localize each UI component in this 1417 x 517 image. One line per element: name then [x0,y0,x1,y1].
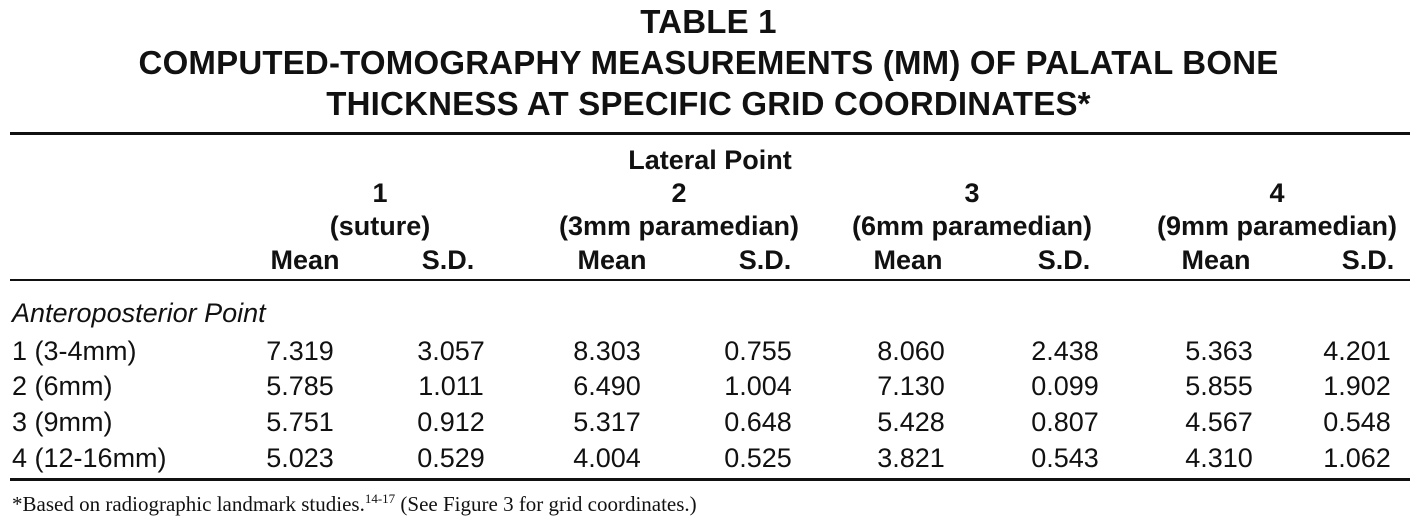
group-4-mean-header: Mean [1181,245,1251,275]
group-2-mean-header: Mean [577,245,647,275]
table-cell: 2.438 [1031,336,1099,366]
table-cell: 0.099 [1031,371,1099,401]
bottom-rule [10,478,1410,481]
group-3-sd-header: S.D. [1037,245,1091,275]
table-cell: 5.317 [573,407,641,437]
header-rule [10,279,1410,281]
table-cell: 7.319 [266,336,334,366]
table-cell: 0.807 [1031,407,1099,437]
footnote-tail: (See Figure 3 for grid coordinates.) [395,492,697,516]
table-cell: 4.201 [1323,336,1391,366]
row-label: 2 (6mm) [12,371,113,401]
table-caption-line-2: THICKNESS AT SPECIFIC GRID COORDINATES* [326,85,1091,122]
table-cell: 3.057 [417,336,485,366]
top-rule [10,132,1410,135]
group-1-label: (suture) [329,211,431,241]
group-2-sd-header: S.D. [738,245,792,275]
footnote-text: *Based on radiographic landmark studies. [12,492,365,516]
table-cell: 3.821 [877,443,945,473]
group-3-mean-header: Mean [873,245,943,275]
group-4-number: 4 [1269,178,1285,208]
table-cell: 8.303 [573,336,641,366]
lateral-point-header: Lateral Point [628,145,792,175]
group-2-number: 2 [671,178,687,208]
row-label: 1 (3-4mm) [12,336,137,366]
table-cell: 0.755 [724,336,792,366]
table-cell: 5.363 [1185,336,1253,366]
table-cell: 0.543 [1031,443,1099,473]
table-cell: 5.428 [877,407,945,437]
table-cell: 0.525 [724,443,792,473]
table-cell: 5.023 [266,443,334,473]
table-cell: 4.004 [573,443,641,473]
group-4-sd-header: S.D. [1341,245,1395,275]
table-cell: 6.490 [573,371,641,401]
table-footnote [12,486,697,517]
group-3-number: 3 [964,178,980,208]
table-cell: 5.785 [266,371,334,401]
table-cell: 4.310 [1185,443,1253,473]
table-cell: 0.529 [417,443,485,473]
table-cell: 4.567 [1185,407,1253,437]
row-label: 4 (12-16mm) [12,443,167,473]
table-title: TABLE 1 [640,3,777,40]
table-cell: 1.004 [724,371,792,401]
group-1-number: 1 [372,178,388,208]
group-1-mean-header: Mean [270,245,340,275]
table-cell: 0.648 [724,407,792,437]
row-label: 3 (9mm) [12,407,113,437]
group-3-label: (6mm paramedian) [851,211,1093,241]
footnote-references: 14-17 [364,491,396,506]
table-cell: 8.060 [877,336,945,366]
table-cell: 7.130 [877,371,945,401]
table-cell: 1.062 [1323,443,1391,473]
group-4-label: (9mm paramedian) [1156,211,1398,241]
table-cell: 5.855 [1185,371,1253,401]
group-2-label: (3mm paramedian) [558,211,800,241]
table-cell: 1.011 [418,371,484,401]
table-cell: 0.548 [1323,407,1391,437]
table-cell: 5.751 [266,407,334,437]
table-cell: 0.912 [417,407,485,437]
group-1-sd-header: S.D. [421,245,475,275]
table-caption-line-1: COMPUTED-TOMOGRAPHY MEASUREMENTS (MM) OF PALATAL BONE [138,44,1279,81]
anteroposterior-point-label: Anteroposterior Point [12,298,266,328]
table-cell: 1.902 [1323,371,1391,401]
